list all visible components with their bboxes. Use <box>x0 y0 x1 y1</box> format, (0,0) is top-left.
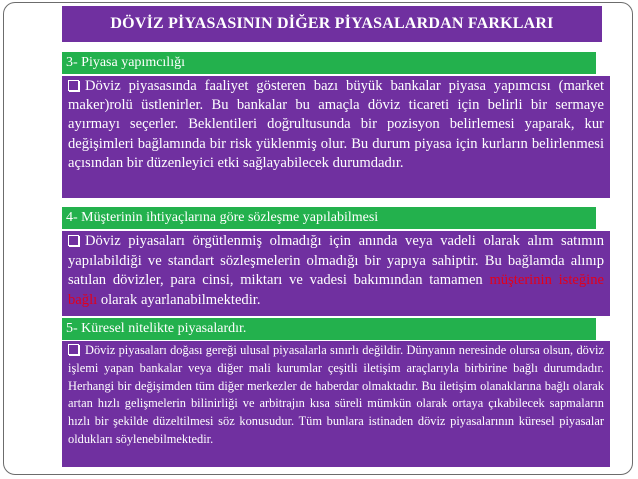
checkbox-bullet-icon <box>68 235 79 246</box>
section-heading-4: 4- Müşterinin ihtiyaçlarına göre sözleşme yapılabilmesi <box>62 207 596 229</box>
checkbox-bullet-icon <box>68 344 79 355</box>
section-body-3 <box>62 76 610 198</box>
highlighted-phrase: müşterinin isteğine bağlı <box>68 272 604 308</box>
section-text-5: Döviz piyasaları doğası gereği ulusal piyasalarla sınırlı değildir. Dünyanın neresinde olursa olsun, döviz işlemi yapan bankalar veya diğer mali kurumlar çeşitli iletişim araçlarıyla birbirine bağlı durumdadır. Herhangi bir değişimden tüm diğer merkezler de haberdar olmaktadır. Bu iletişim olanaklarına bağlı olarak artan hızlı gelişmelerin bilinirliği ve arbitrajın kısa süreli mümkün olarak ortaya çıkabilecek sapmaların hızlı bir şekilde düzeltilmesi söz konusudur. Tüm bunlara istinaden döviz piyasalarının küresel piyasalar oldukları söylenebilmektedir. <box>68 343 604 446</box>
section-text-4-end: olarak ayarlanabilmektedir. <box>97 291 261 308</box>
section-body-4 <box>62 231 610 316</box>
section-text-3: Döviz piyasasında faaliyet gösteren bazı büyük bankalar piyasa yapımcısı (market maker)rolü üstlenirler. Bu bankalar bu amaçla döviz ticareti için belirli bir sermaye ayırmayı seçerler. Beklentileri doğrultusunda bir pozisyon belirlemesi yaparak, kur değişimleri bağlamında bir risk yüklenmiş olur. Bu durum piyasa için kurların belirlenmesi açısından bir düzenleyici etki sağlayabilecek durumdadır. <box>68 78 604 171</box>
section-heading-5: 5- Küresel nitelikte piyasalardır. <box>62 318 596 340</box>
slide-title: DÖVİZ PİYASASININ DİĞER PİYASALARDAN FARKLARI <box>62 6 602 42</box>
section-heading-3: 3- Piyasa yapımcılığı <box>62 52 596 74</box>
checkbox-bullet-icon <box>68 80 79 91</box>
section-body-5 <box>62 341 610 467</box>
section-text-4: Döviz piyasaları örgütlenmiş olmadığı için anında veya vadeli olarak alım satımın yapılabildiği ve standart sözleşmelerin olmadığı bir yapıya sahiptir. Bu bağlamda alınıp satılan dövizler, para cinsi, miktarı ve vadesi bakımından tamamen <box>68 233 604 289</box>
